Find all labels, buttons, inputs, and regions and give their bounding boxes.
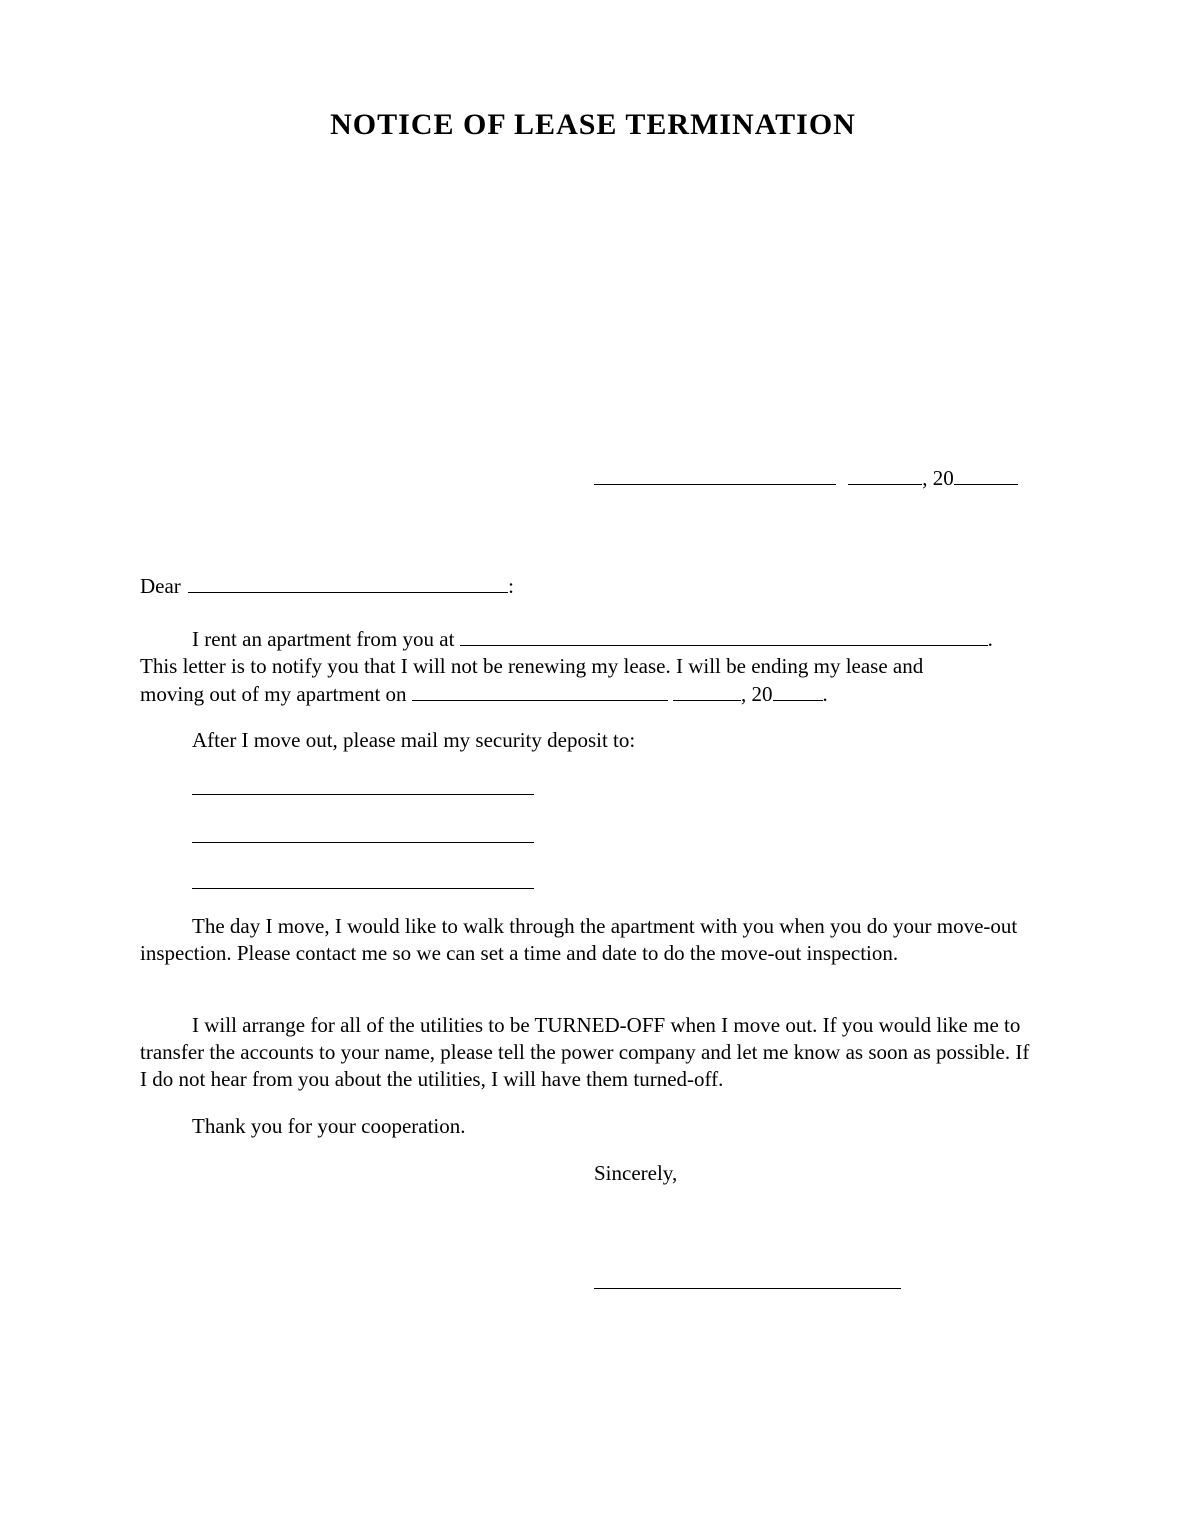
paragraph1-text-a: I rent an apartment from you at <box>192 627 455 651</box>
landlord-name-blank[interactable] <box>188 572 508 593</box>
deposit-address-line-1[interactable] <box>192 794 534 795</box>
paragraph1-period-b: . <box>822 682 828 706</box>
paragraph5-text: Thank you for your cooperation. <box>192 1114 466 1138</box>
paragraph2-text: After I move out, please mail my security deposit to: <box>192 728 636 752</box>
signature-line[interactable] <box>594 1288 901 1289</box>
moveout-year-blank[interactable] <box>773 680 823 701</box>
paragraph-rental-notice <box>140 625 1040 708</box>
paragraph1-text-c: moving out of my apartment on <box>140 682 407 706</box>
salutation-greeting: Dear <box>140 574 181 598</box>
paragraph4-text: I will arrange for all of the utilities to be TURNED-OFF when I move out. If you would like me to transfer the accounts to your name, please tell the power company and let me know as soon as possible. If I do not hear from you about the utilities, I will have them turned-off. <box>140 1013 1030 1091</box>
date-month-blank[interactable] <box>594 464 836 485</box>
paragraph1-period-a: . <box>987 627 993 651</box>
date-day-blank[interactable] <box>848 464 922 485</box>
date-year-blank[interactable] <box>954 464 1018 485</box>
moveout-day-blank[interactable] <box>673 680 741 701</box>
salutation <box>140 572 514 600</box>
deposit-address-line-2[interactable] <box>192 842 534 843</box>
salutation-colon: : <box>508 574 514 598</box>
paragraph1-text-b: This letter is to notify you that I will not be renewing my lease. I will be ending my lease and <box>140 654 924 678</box>
paragraph-deposit <box>140 727 1040 754</box>
document-title: NOTICE OF LEASE TERMINATION <box>330 108 856 141</box>
paragraph-thanks <box>140 1113 1040 1140</box>
deposit-address-line-3[interactable] <box>192 888 534 889</box>
paragraph3-text: The day I move, I would like to walk through the apartment with you when you do your move-out inspection. Please contact me so we can set a time and date to do the move-out inspection. <box>140 914 1018 965</box>
moveout-month-blank[interactable] <box>412 680 668 701</box>
paragraph-inspection <box>140 913 1040 967</box>
date-line <box>594 464 1018 492</box>
paragraph-utilities <box>140 1012 1040 1093</box>
paragraph1-comma-year: , 20 <box>741 682 773 706</box>
date-year-prefix: , 20 <box>922 466 954 490</box>
apartment-address-blank[interactable] <box>460 625 988 646</box>
closing: Sincerely, <box>594 1161 678 1185</box>
